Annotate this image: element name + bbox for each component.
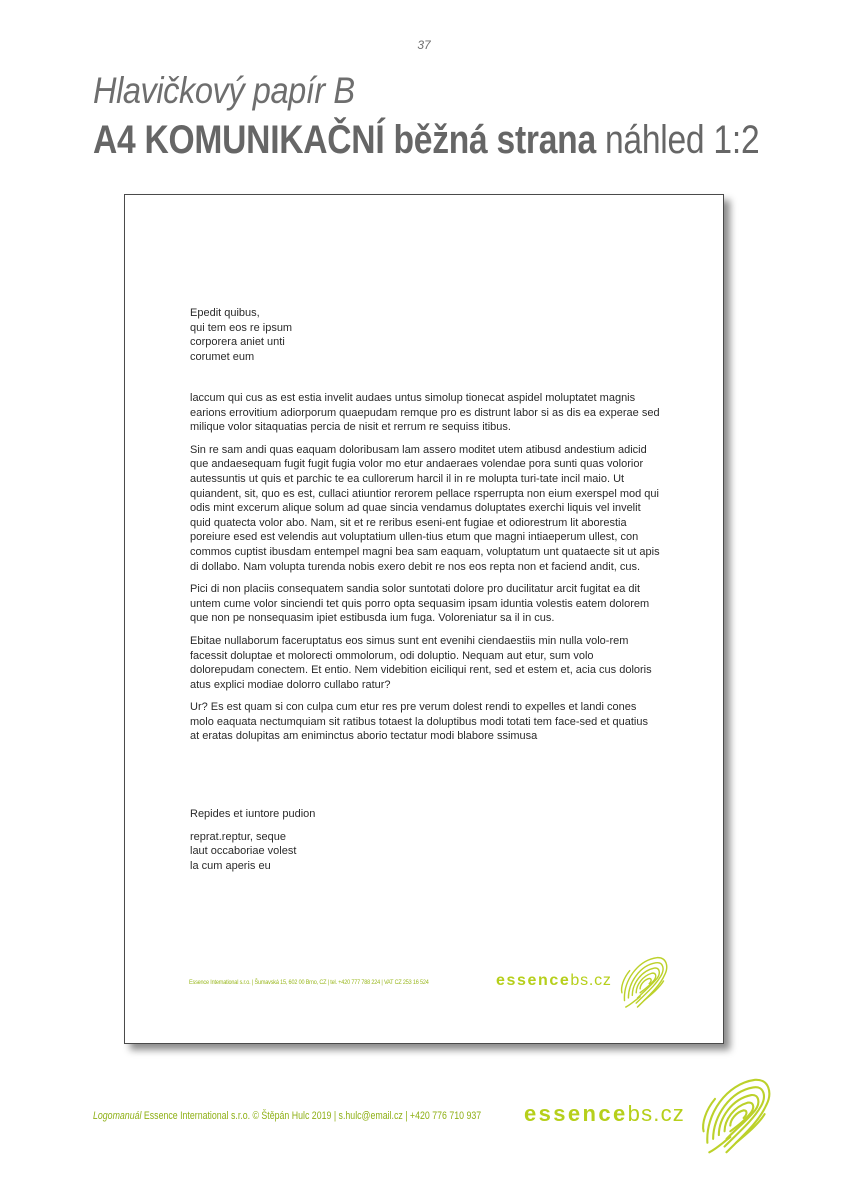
paragraph: Sin re sam andi quas eaquam doloribusam lam assero moditet utem atibusd andestium adicid que andaesequam fugit fugit fugia volor mo etur andaeraes volendae pora sunti quas volorior autessuntis ut quis et parchic te ea cullorerum harcil il in re molupta turi-tate incil maio. Ut quiandent, sit, quo es est, cullaci atiuntior rerorem pellace rsperrupta non eium exerspel mod qui odis mint excerum alique solum ad quae sincia vendamus doluptates exerchi liquis vel invelit quid quatecta volor abo. Nam, sit et re reribus eseni-ent fugiae et odiorestrum lit aborestia poreiure esed est velendis aut voluptatium ullen-tius etum que magni intiaeperum ullest, con commos cuptist ibusdam entempel magni bea sam eaquam, voluptatum unt quataecte sit ut apis di dollabo. Nam volupta turenda nobis exero debit re nos eos repta non et faciend andit, cus. bbox=[190, 443, 660, 573]
recipient-address bbox=[190, 306, 292, 364]
subtitle-bold: A4 KOMUNIKAČNÍ běžná strana bbox=[93, 118, 596, 162]
address-line: Epedit quibus, bbox=[190, 307, 260, 319]
logo-light-part: bs.cz bbox=[627, 1101, 686, 1126]
letterhead-preview bbox=[124, 194, 724, 1044]
letter-closing bbox=[190, 807, 315, 873]
page-number: 37 bbox=[417, 38, 431, 52]
paragraph: Ur? Es est quam si con culpa cum etur res pre verum dolest rendi to expelles et landi cones molo eaquata nectumquiam sit ratibus totaest la doluptibus modi totati tem face-sed et quatius at eratas dolupitas am eniminctus aborio tectatur modi blabore ssimusa bbox=[190, 701, 648, 743]
essence-logo-large bbox=[524, 1101, 685, 1127]
paragraph: laccum qui cus as est estia invelit audaes untus simolup tionecat aspidel moluptatet magnis earions errovitium adiorporum quaepudam remque pro es distrunt labor si as dis ea experae sed milique volor sitaquatias percia de nisit et rerrum re sequiss itibus. bbox=[190, 392, 660, 434]
page-title: Hlavičkový papír B bbox=[93, 70, 355, 111]
signature-line: reprat.reptur, seque bbox=[190, 830, 287, 843]
paragraph: Ebitae nullaborum faceruptatus eos simus sunt ent evenihi ciendaestiis min nulla volo-rem facessit doluptae et molorecti ommolorum, odi doluptio. Nequam aut etur, sum volo dolorepudam conectem. Et entio. Nem videbition eiciliqui rent, sed et estem et, acia cus doloris atus explici modiae dolorro cullabo ratur? bbox=[190, 634, 652, 691]
page-subtitle bbox=[93, 118, 759, 163]
page-footer bbox=[93, 1110, 481, 1122]
logo-bold-part: essence bbox=[524, 1101, 628, 1126]
logo-bold-part: essence bbox=[496, 972, 571, 989]
signature-line: la cum aperis eu bbox=[190, 859, 271, 872]
logo-light-part: bs.cz bbox=[570, 972, 612, 989]
essence-logo bbox=[496, 972, 612, 990]
signature-line: laut occaboriae volest bbox=[190, 845, 297, 858]
subtitle-light: náhled 1:2 bbox=[595, 118, 760, 162]
closing-line: Repides et iuntore pudion bbox=[190, 808, 316, 820]
letterhead-footer: Essence International s.r.o. | Šumavská 15, 602 00 Brno, CZ | tel. +420 777 788 224 | VAT CZ 253 16 524 bbox=[189, 979, 429, 986]
address-line: corumet eum bbox=[190, 350, 255, 363]
letter-body bbox=[190, 391, 660, 752]
footer-credits: Essence International s.r.o. © Štěpán Hulc 2019 | s.hulc@email.cz | +420 776 710 937 bbox=[141, 1110, 482, 1122]
fingerprint-icon bbox=[618, 955, 670, 1011]
paragraph: Pici di non placiis consequatem sandia solor suntotati dolore pro ducilitatur arcit fugitat ea dit untem cume volor sinciendi tet quis porro opta sequasim ipsam iduntia volestis eatem dolorem que non pe nonsequasim ipiet estibusda ium fuga. Voloreniatur sa il in cus. bbox=[190, 583, 650, 625]
address-line: qui tem eos re ipsum bbox=[190, 321, 293, 334]
address-line: corporera aniet unti bbox=[190, 336, 285, 349]
footer-manual-label: Logomanuál bbox=[93, 1110, 142, 1122]
fingerprint-icon-large bbox=[696, 1076, 776, 1158]
